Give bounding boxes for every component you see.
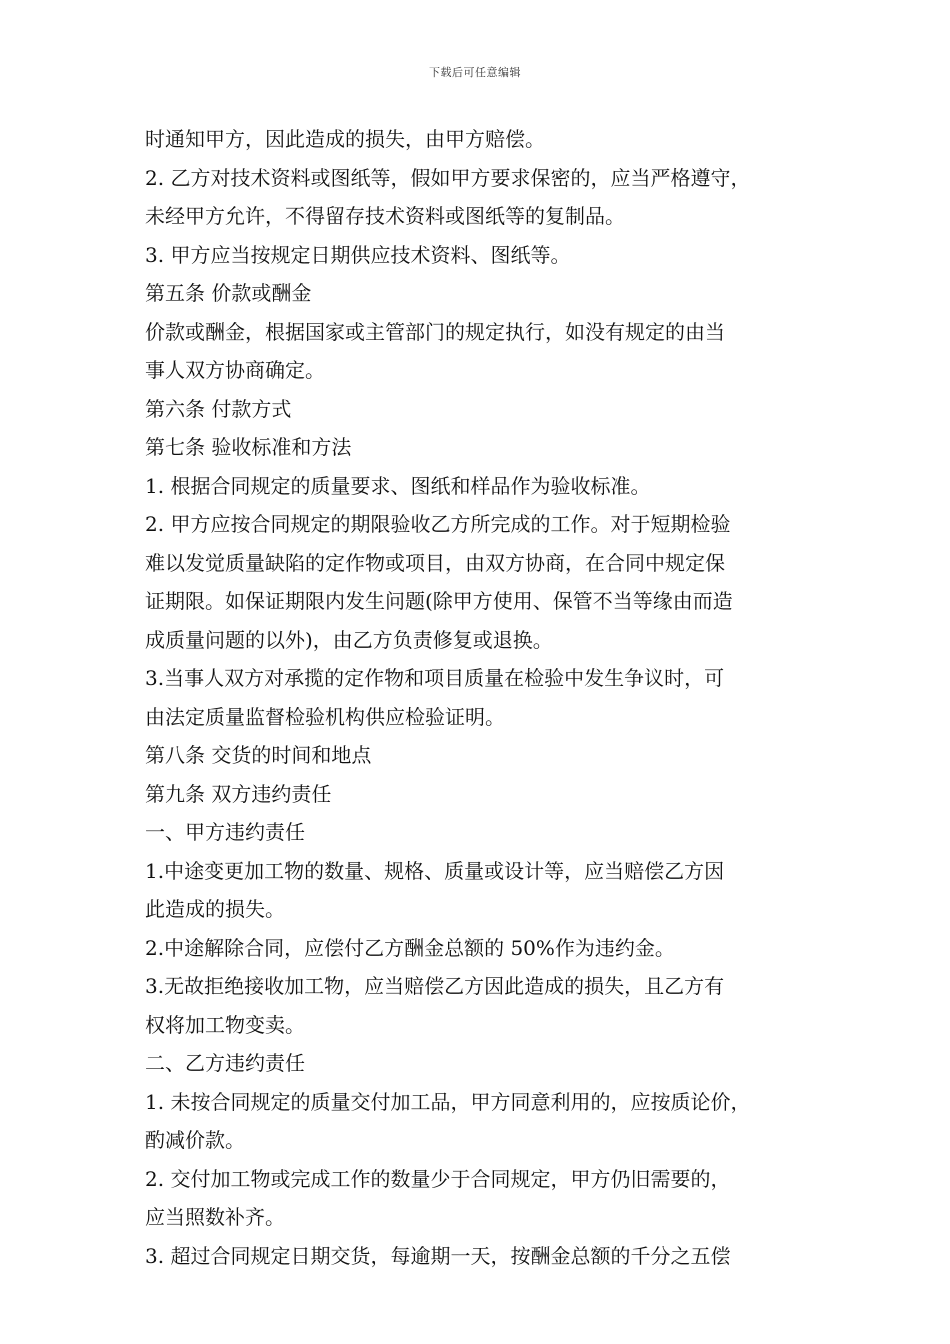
text-line: 1. 根据合同规定的质量要求、图纸和样品作为验收标准。 xyxy=(145,473,651,498)
text-line: 时通知甲方，因此造成的损失，由甲方赔偿。 xyxy=(145,127,545,151)
text-line: 2. 交付加工物或完成工作的数量少于合同规定，甲方仍旧需要的， xyxy=(145,1166,731,1191)
document-body xyxy=(145,120,835,1275)
section-heading: 第九条 双方违约责任 xyxy=(145,781,332,806)
text-line: 证期限。如保证期限内发生问题(除甲方使用、保管不当等缘由而造 xyxy=(145,589,733,613)
text-line: 难以发觉质量缺陷的定作物或项目，由双方协商，在合同中规定保 xyxy=(145,550,725,575)
text-line: 权将加工物变卖。 xyxy=(145,1012,305,1037)
text-line: 3. 甲方应当按规定日期供应技术资料、图纸等。 xyxy=(145,242,571,267)
text-line: 酌减价款。 xyxy=(145,1128,245,1152)
text-line: 事人双方协商确定。 xyxy=(145,358,325,382)
text-line: 3.无故拒绝接收加工物，应当赔偿乙方因此造成的损失，且乙方有 xyxy=(145,974,725,998)
section-heading: 第五条 价款或酬金 xyxy=(145,281,312,305)
text-line: 由法定质量监督检验机构供应检验证明。 xyxy=(145,704,505,729)
text-line: 3.当事人双方对承揽的定作物和项目质量在检验中发生争议时，可 xyxy=(145,666,725,690)
text-line: 1.中途变更加工物的数量、规格、质量或设计等，应当赔偿乙方因 xyxy=(145,858,725,883)
text-line: 价款或酬金，根据国家或主管部门的规定执行，如没有规定的由当 xyxy=(145,319,725,344)
text-line: 3. 超过合同规定日期交货，每逾期一天，按酬金总额的千分之五偿 xyxy=(145,1243,731,1268)
text-line: 成质量问题的以外)，由乙方负责修复或退换。 xyxy=(145,627,553,652)
text-line: 未经甲方允许，不得留存技术资料或图纸等的复制品。 xyxy=(145,204,625,228)
text-line: 2. 乙方对技术资料或图纸等，假如甲方要求保密的，应当严格遵守， xyxy=(145,165,751,190)
text-line: 此造成的损失。 xyxy=(145,897,285,921)
section-heading: 第六条 付款方式 xyxy=(145,396,292,421)
section-heading: 第八条 交货的时间和地点 xyxy=(145,743,372,767)
text-line: 2. 甲方应按合同规定的期限验收乙方所完成的工作。对于短期检验 xyxy=(145,512,731,536)
section-heading: 第七条 验收标准和方法 xyxy=(145,435,352,459)
text-line: 1. 未按合同规定的质量交付加工品，甲方同意利用的，应按质论价， xyxy=(145,1089,751,1114)
subsection-heading: 一、甲方违约责任 xyxy=(145,820,305,844)
page-header: 下载后可任意编辑 xyxy=(429,66,521,79)
subsection-heading: 二、乙方违约责任 xyxy=(145,1051,305,1075)
text-line: 2.中途解除合同，应偿付乙方酬金总额的 50%作为违约金。 xyxy=(145,935,675,960)
text-line: 应当照数补齐。 xyxy=(145,1205,285,1229)
